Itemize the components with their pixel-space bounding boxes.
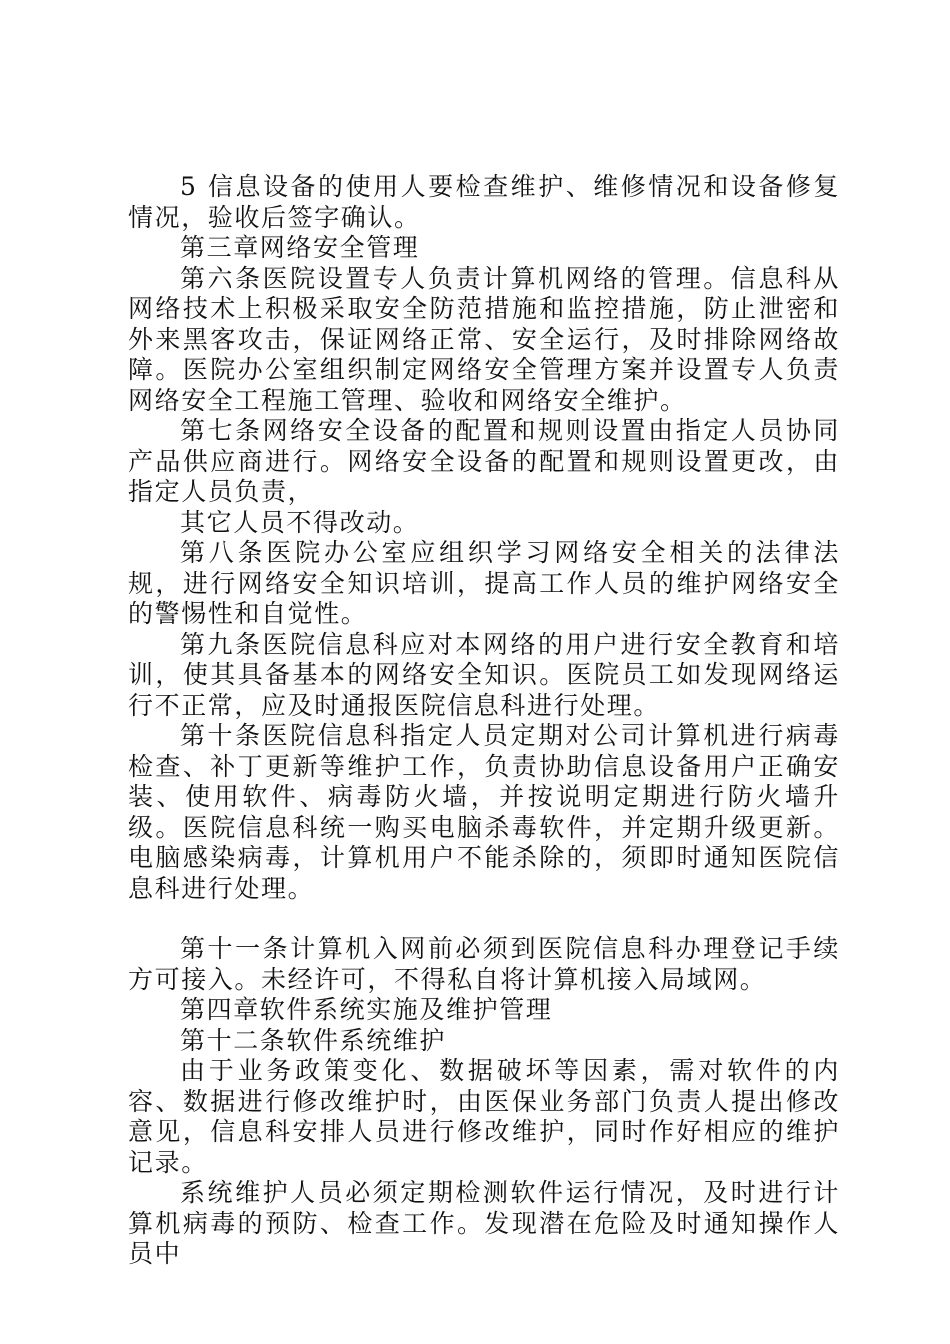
paragraph-article-7: 第七条网络安全设备的配置和规则设置由指定人员协同产品供应商进行。网络安全设备的配置和规则设置更改，由指定人员负责，	[128, 416, 840, 506]
paragraph-article-11: 第十一条计算机入网前必须到医院信息科办理登记手续方可接入。未经许可，不得私自将计算机接入局域网。	[128, 934, 840, 994]
paragraph-article-8: 第八条医院办公室应组织学习网络安全相关的法律法规，进行网络安全知识培训，提高工作人员的维护网络安全的警惕性和自觉性。	[128, 538, 840, 628]
paragraph-article-12-title: 第十二条软件系统维护	[180, 1025, 447, 1055]
paragraph-article-6: 第六条医院设置专人负责计算机网络的管理。信息科从网络技术上积极采取安全防范措施和监控措施，防止泄密和外来黑客攻击，保证网络正常、安全运行，及时排除网络故障。医院办公室组织制定网络安全管理方案并设置专人负责网络安全工程施工管理、验收和网络安全维护。	[128, 263, 840, 415]
paragraph-article-7-cont: 其它人员不得改动。	[180, 507, 420, 537]
paragraph-system-maintenance: 系统维护人员必须定期检测软件运行情况，及时进行计算机病毒的预防、检查工作。发现潜在危险及时通知操作人员中	[128, 1178, 840, 1268]
paragraph-article-10: 第十条医院信息科指定人员定期对公司计算机进行病毒检查、补丁更新等维护工作，负责协助信息设备用户正确安装、使用软件、病毒防火墙，并按说明定期进行防火墙升级。医院信息科统一购买电脑杀毒软件，并定期升级更新。电脑感染病毒，计算机用户不能杀除的，须即时通知医院信息科进行处理。	[128, 721, 840, 903]
paragraph-equipment-check: 5 信息设备的使用人要检查维护、维修情况和设备修复情况，验收后签字确认。	[128, 172, 840, 232]
paragraph-spacer	[128, 904, 840, 934]
paragraph-article-9: 第九条医院信息科应对本网络的用户进行安全教育和培训，使其具备基本的网络安全知识。医院员工如发现网络运行不正常，应及时通报医院信息科进行处理。	[128, 629, 840, 720]
paragraph-software-modification: 由于业务政策变化、数据破坏等因素，需对软件的内容、数据进行修改维护时，由医保业务部门负责人提出修改意见，信息科安排人员进行修改维护，同时作好相应的维护记录。	[128, 1056, 840, 1177]
document-body	[128, 172, 840, 1270]
chapter-heading-3: 第三章网络安全管理	[180, 233, 420, 262]
chapter-heading-4: 第四章软件系统实施及维护管理	[180, 995, 553, 1024]
